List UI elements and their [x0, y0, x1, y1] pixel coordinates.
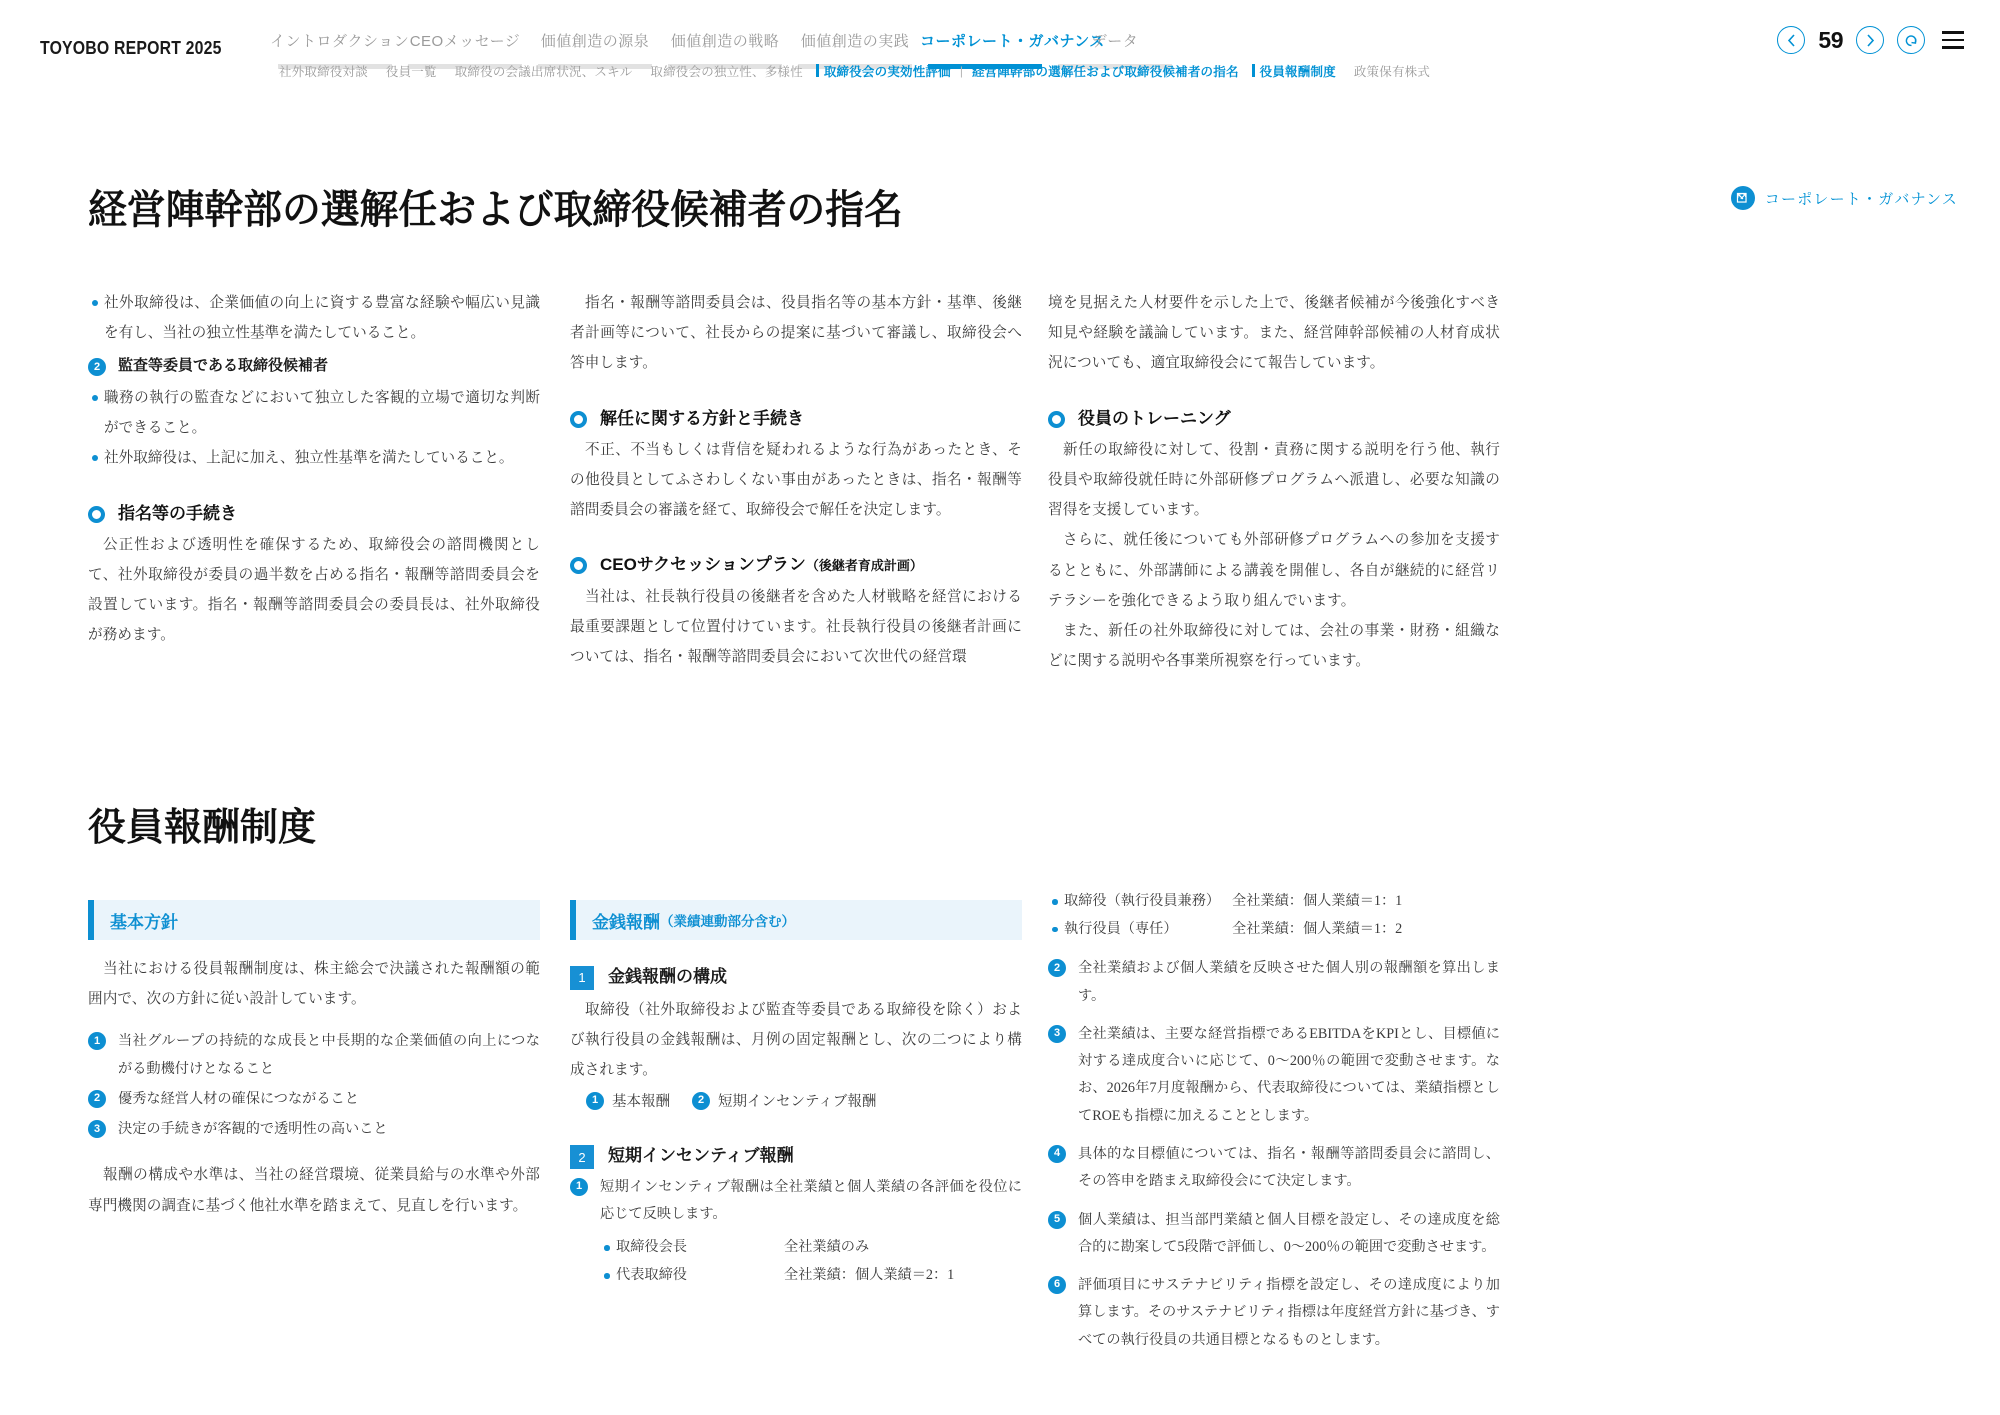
- table-row: [1048, 888, 1500, 916]
- role-label: 執行役員（専任）: [1064, 920, 1178, 937]
- section-heading-nomination-procedure: [88, 500, 540, 527]
- list-item: [88, 1116, 540, 1143]
- ratio-value: 全社業績：個人業績＝1：1: [1232, 893, 1403, 909]
- section-bar-monetary-remuneration: [570, 900, 1022, 940]
- list-item-text: 個人業績は、担当部門業績と個人目標を設定し、その達成度を総合的に勘案して5段階で評価し、0〜200％の範囲で変動させます。: [1078, 1211, 1500, 1255]
- paragraph: また、新任の社外取締役に対しては、会社の事業・財務・組織などに関する説明や各事業所視察を行っています。: [1048, 623, 1500, 670]
- paragraph: 指名・報酬等諮問委員会は、役員指名等の基本方針・基準、後継者計画等について、社長からの提案に基づいて審議し、取締役会へ答申します。: [570, 295, 1022, 372]
- heading-label: 金銭報酬の構成: [608, 967, 727, 986]
- list-item-text: 決定の手続きが客観的で透明性の高いこと: [118, 1121, 388, 1138]
- number-badge: 3: [88, 1120, 106, 1138]
- list-item-text: 全社業績および個人業績を反映させた個人別の報酬額を算出します。: [1078, 960, 1500, 1004]
- subnav-divider: |: [959, 64, 963, 78]
- page-number: 59: [1818, 26, 1843, 53]
- section-bar-sub-label: （業績連動部分含む）: [660, 914, 795, 929]
- heading-label: 短期インセンティブ報酬: [608, 1146, 794, 1166]
- ring-bullet-icon: [1048, 411, 1065, 428]
- nav-label: データ: [1091, 33, 1139, 50]
- column-middle-top: [570, 288, 1022, 672]
- column-right-top: [1048, 288, 1500, 676]
- subnav-item-officer-list[interactable]: 役員一覧: [385, 65, 437, 79]
- section-title-remuneration: 役員報酬制度: [88, 807, 317, 849]
- back-button[interactable]: [1897, 26, 1925, 54]
- nav-label: イントロダクション: [270, 33, 410, 50]
- section-heading-dismissal-policy: [570, 405, 1022, 432]
- paragraph: さらに、就任後についても外部研修プログラムへの参加を支援するとともに、外部講師による講義を開催し、各自が継続的に経営リテラシーを強化できるよう取り組んでいます。: [1048, 532, 1500, 609]
- number-badge: 1: [586, 1092, 604, 1110]
- list-item: [1048, 1207, 1500, 1262]
- ring-bullet-icon: [570, 411, 587, 428]
- list-item-text: 評価項目にサステナビリティ指標を設定し、その達成度により加算します。そのサステナビリティ指標は年度経営方針に基づき、すべての執行役員の共通目標となるものとします。: [1078, 1277, 1500, 1348]
- heading-label: 解任に関する方針と手続き: [600, 408, 804, 428]
- table-row: [600, 1234, 1022, 1262]
- paragraph: 新任の取締役に対して、役割・責務に関する説明を行う他、執行役員や取締役就任時に外部研修プログラムへ派遣し、必要な知識の習得を支援しています。: [1048, 441, 1500, 519]
- ratio-value: 全社業績のみ: [784, 1239, 870, 1256]
- list-item: 職務の執行の監査などにおいて独立した客観的立場で適切な判断ができること。: [88, 383, 540, 443]
- chip-label: 基本報酬: [612, 1094, 670, 1111]
- paragraph: 当社における役員報酬制度は、株主総会で決議された報酬額の範囲内で、次の方針に従い設計しています。: [88, 961, 540, 1008]
- heading-label: 指名等の手続き: [118, 503, 237, 523]
- table-row: [600, 1262, 1022, 1290]
- subnav-item-appointment-nomination[interactable]: 経営陣幹部の選解任および取締役候補者の指名: [971, 65, 1239, 79]
- menu-line: [1942, 31, 1964, 34]
- number-badge: 1: [570, 1178, 588, 1196]
- list-item: 社外取締役は、上記に加え、独立性基準を満たしていること。: [88, 443, 540, 473]
- number-badge: 2: [1048, 959, 1066, 977]
- section-heading-ceo-succession-plan: [570, 551, 1022, 578]
- hamburger-menu-icon[interactable]: [1942, 31, 1964, 49]
- number-badge: 4: [1048, 1145, 1066, 1163]
- number-badge: 6: [1048, 1276, 1066, 1294]
- list-item-text: 優秀な経営人材の確保につながること: [118, 1090, 359, 1107]
- role-label: 取締役（執行役員兼務）: [1064, 893, 1221, 909]
- column-left-bottom: [88, 900, 540, 1221]
- ring-bullet-icon: [570, 557, 587, 574]
- paragraph: 当社は、社長執行役員の後継者を含めた人材戦略を経営における最重要課題として位置付けています。社長執行役員の後継者計画については、指名・報酬等諮問委員会において次世代の経営環: [570, 588, 1022, 665]
- heading-label: CEOサクセッションプラン: [600, 555, 806, 575]
- governance-tag[interactable]: [1731, 186, 1958, 210]
- chip-label: 短期インセンティブ報酬: [718, 1094, 877, 1111]
- number-badge: 2: [88, 1090, 106, 1108]
- page-controls: [1777, 26, 1964, 54]
- role-label: 代表取締役: [616, 1267, 687, 1284]
- section-bar-basic-policy: [88, 900, 540, 940]
- nav-label: 価値創造の源泉: [540, 33, 650, 50]
- number-badge-square: 2: [570, 1145, 594, 1169]
- list-item: [1048, 1021, 1500, 1130]
- number-badge: 3: [1048, 1025, 1066, 1043]
- paragraph: 境を見据えた人材要件を示した上で、後継者候補が今後強化すべき知見や経験を議論しています。また、経営陣幹部候補の人材育成状況についても、適宜取締役会にて報告しています。: [1048, 295, 1500, 372]
- subsection-heading-monetary-composition: [570, 962, 1022, 993]
- page-header: [0, 0, 2000, 110]
- nav-label: 価値創造の戦略: [670, 33, 780, 50]
- list-item: [88, 1086, 540, 1113]
- brand-logo: TOYOBO REPORT 2025: [40, 38, 222, 58]
- subsection-heading-short-term-incentive: [570, 1141, 1022, 1172]
- sub-navigation: [270, 62, 1439, 80]
- nav-label: 価値創造の実践: [800, 33, 910, 50]
- ratio-value: 全社業績：個人業績＝2：1: [784, 1267, 955, 1284]
- list-item: 社外取締役は、企業価値の向上に資する豊富な経験や幅広い見識を有し、当社の独立性基準を満たしていること。: [88, 288, 540, 348]
- subnav-item-effectiveness-evaluation[interactable]: 取締役会の実効性評価: [812, 62, 960, 80]
- list-item-text: 全社業績は、主要な経営指標であるEBITDAをKPIとし、目標値に対する達成度合いに応じて、0〜200％の範囲で変動させます。なお、2026年7月度報酬から、代表取締役については、業績指標としてROEも指標に加えることとします。: [1078, 1025, 1500, 1124]
- number-badge: 5: [1048, 1211, 1066, 1229]
- table-row: [1048, 916, 1500, 944]
- section-bar-label: 金銭報酬: [592, 912, 660, 932]
- subnav-item-independence-diversity[interactable]: 取締役会の独立性、多様性: [650, 65, 803, 79]
- governance-tag-label: コーポレート・ガバナンス: [1764, 190, 1958, 208]
- list-item: [88, 1028, 540, 1083]
- subnav-item-cross-shareholdings[interactable]: 政策保有株式: [1353, 65, 1431, 79]
- next-page-button[interactable]: [1856, 26, 1884, 54]
- list-item: [1048, 1272, 1500, 1354]
- list-item-text: 短期インセンティブ報酬は全社業績と個人業績の各評価を役位に応じて反映します。: [600, 1178, 1022, 1223]
- nav-label: CEOメッセージ: [409, 33, 521, 50]
- list-item-text: 当社グループの持続的な成長と中長期的な企業価値の向上につながる動機付けとなること: [118, 1033, 540, 1077]
- chip-basic-remuneration: [586, 1089, 670, 1115]
- subnav-item-remuneration-system[interactable]: 役員報酬制度: [1248, 62, 1345, 80]
- role-ratio-table: [600, 1234, 1022, 1289]
- column-middle-bottom: [570, 900, 1022, 1290]
- paragraph: 報酬の構成や水準は、当社の経営環境、従業員給与の水準や外部専門機関の調査に基づく他社水準を踏まえて、見直しを行います。: [88, 1167, 540, 1214]
- number-badge-square: 1: [570, 966, 594, 990]
- section-bar-label: 基本方針: [110, 912, 178, 932]
- page-title: 経営陣幹部の選解任および取締役候補者の指名: [88, 188, 903, 232]
- column-left-top: [88, 288, 540, 651]
- chevron-left-icon: [1786, 34, 1797, 47]
- heading-label: 役員のトレーニング: [1078, 408, 1231, 428]
- previous-page-button[interactable]: [1777, 26, 1805, 54]
- list-item: [570, 1174, 1022, 1229]
- ring-bullet-icon: [88, 506, 105, 523]
- paragraph: 不正、不当もしくは背信を疑われるような行為があったとき、その他役員としてふさわしくない事由があったときは、指名・報酬等諮問委員会の審議を経て、取締役会で解任を決定します。: [570, 441, 1022, 519]
- list-item: [1048, 1141, 1500, 1196]
- list-item-text: 具体的な目標値については、指名・報酬等諮問委員会に諮問し、その答申を踏まえ取締役会にて決定します。: [1078, 1145, 1500, 1190]
- external-link-icon: [1731, 186, 1755, 210]
- ratio-value: 全社業績：個人業績＝1：2: [1232, 920, 1403, 937]
- role-label: 取締役会長: [616, 1239, 687, 1256]
- menu-line: [1942, 46, 1964, 49]
- inline-number-chips: [586, 1089, 1022, 1115]
- heading-label: 監査等委員である取締役候補者: [118, 357, 329, 375]
- subnav-item-outside-director-talk[interactable]: 社外取締役対談: [279, 65, 368, 79]
- number-badge: 1: [88, 1032, 106, 1050]
- list-item: [1048, 955, 1500, 1010]
- nav-label: コーポレート・ガバナンス: [920, 33, 1105, 50]
- subnav-item-attendance-skills[interactable]: 取締役の会議出席状況、スキル: [454, 65, 633, 79]
- chevron-right-icon: [1865, 34, 1876, 47]
- undo-icon: [1904, 33, 1919, 48]
- chip-short-term-incentive: [692, 1089, 876, 1115]
- column-right-bottom: [1048, 888, 1500, 1357]
- section-heading-officer-training: [1048, 405, 1500, 432]
- numbered-heading-audit-committee: [88, 352, 540, 381]
- role-ratio-table-continued: [1048, 888, 1500, 943]
- heading-sub-label: （後継者育成計画）: [805, 558, 923, 574]
- number-badge: 2: [692, 1092, 710, 1110]
- paragraph: 公正性および透明性を確保するため、取締役会の諮問機関として、社外取締役が委員の過半数を占める指名・報酬等諮問委員会を設置しています。指名・報酬等諮問委員会の委員長は、社外取締役が務めます。: [88, 536, 540, 644]
- paragraph: 取締役（社外取締役および監査等委員である取締役を除く）および執行役員の金銭報酬は、月例の固定報酬とし、次の二つにより構成されます。: [570, 1001, 1022, 1078]
- menu-line: [1942, 39, 1964, 42]
- number-badge: 2: [88, 358, 106, 376]
